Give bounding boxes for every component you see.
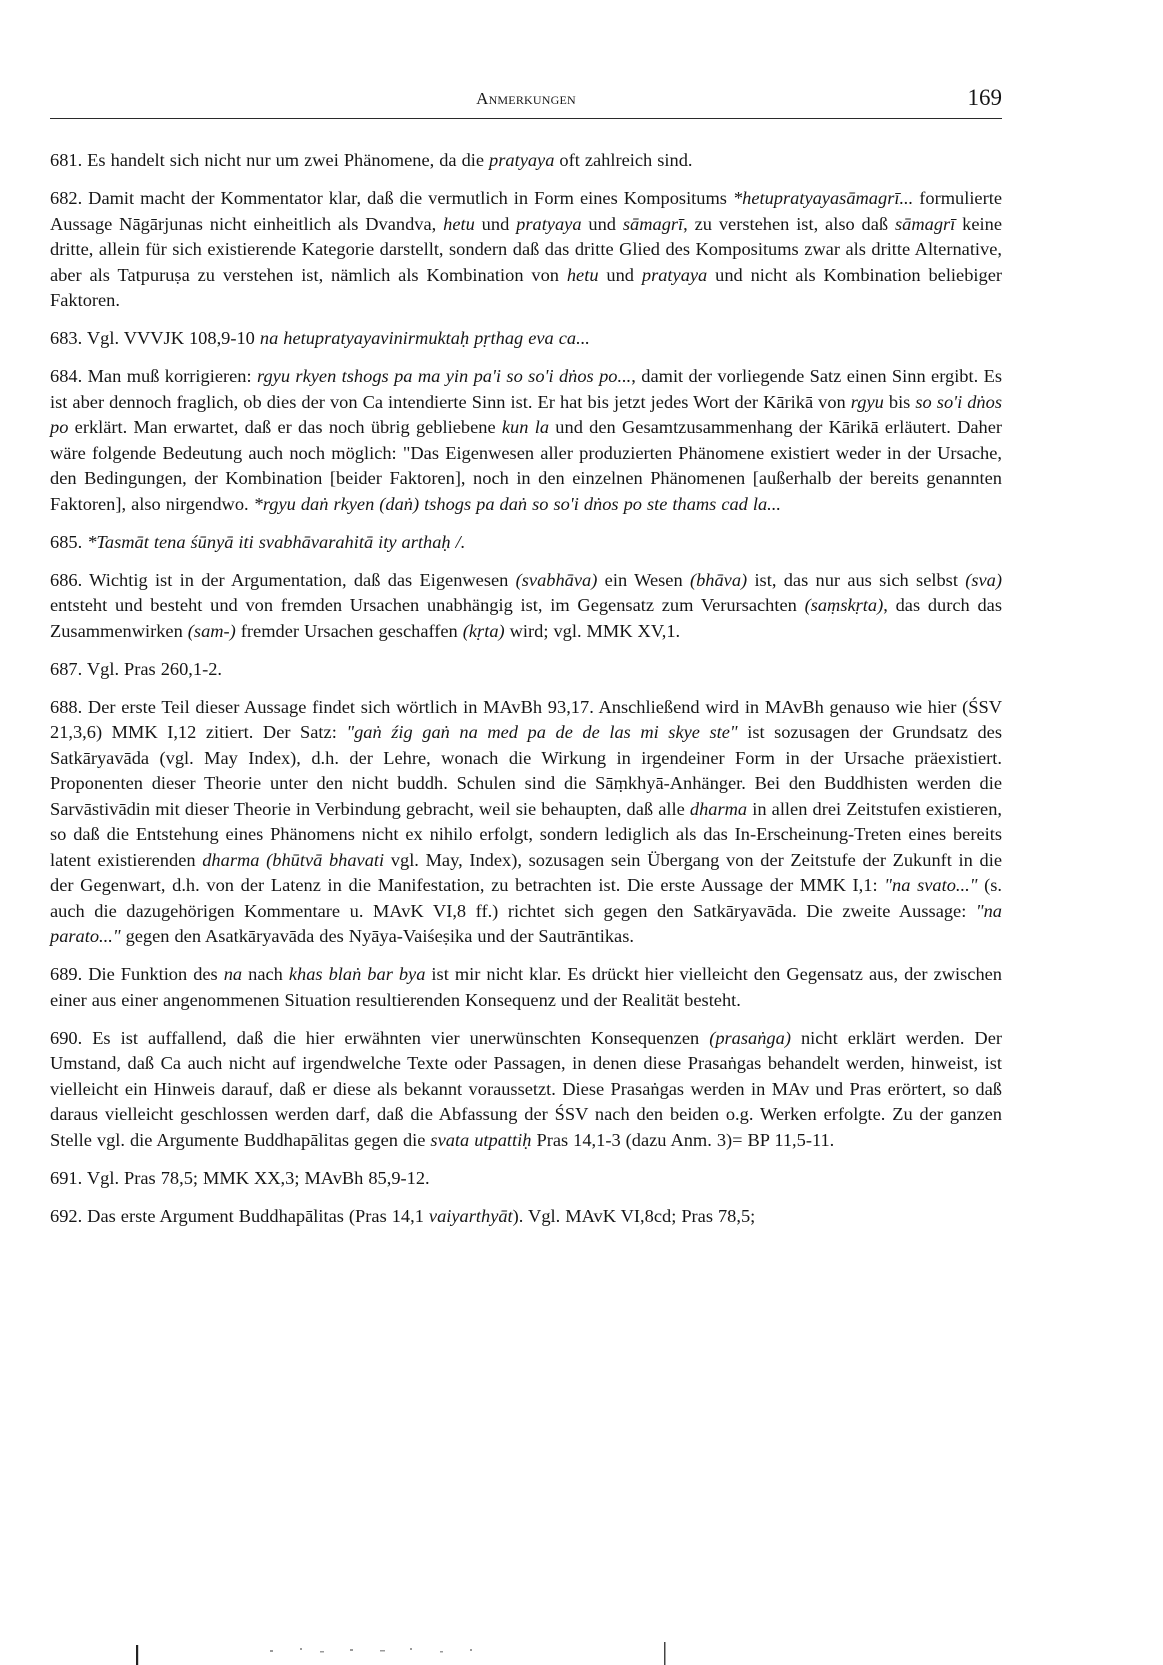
- endnote: [50, 1026, 1002, 1154]
- note-text: bis: [883, 391, 916, 412]
- note-text: wird; vgl. MMK XV,1.: [504, 620, 681, 641]
- italic-term: sāmagrī: [894, 213, 956, 234]
- note-text: (s. auch die dazugehörigen Kommentare u. MAvK VI,8 ff.) richtet sich gegen den Satkāryavāda. Die zweite Aussage:: [50, 875, 1002, 921]
- note-text: und: [474, 213, 517, 234]
- note-text: keine dritte, allein für sich existierende Kategorie darstellt, sondern daß das dritte Glied des Kompositums zwar als dritte Alternative, aber als Tatpuruṣa zu verstehen ist, nämlich als Kombination von: [50, 213, 1002, 285]
- note-text: Es ist auffallend, daß die hier erwähnten vier unerwünschten Konsequenzen: [82, 1027, 710, 1048]
- endnote-number: 686.: [50, 569, 83, 590]
- note-text: Vgl. VVVJK 108,9-10: [82, 328, 260, 348]
- note-text: ist, das nur aus sich selbst: [747, 569, 966, 590]
- note-text: entsteht und besteht und von fremden Ursachen unabhängig ist, im Gegensatz zum Verursachten: [50, 595, 805, 615]
- endnote-number: 690.: [50, 1027, 83, 1048]
- endnote: [50, 1166, 1002, 1192]
- italic-term: "na svato...": [884, 875, 978, 895]
- italic-term: (saṃskṛta): [804, 595, 884, 615]
- note-text: ). Vgl. MAvK VI,8cd; Pras 78,5;: [512, 1205, 756, 1226]
- italic-term: (prasaṅga): [709, 1027, 791, 1048]
- endnote-number: 684.: [50, 366, 83, 386]
- italic-term: *hetupratyayasāmagrī...: [732, 188, 914, 208]
- italic-term: pratyaya: [489, 150, 555, 170]
- note-text: erklärt. Man erwartet, daß er das noch übrig gebliebene: [68, 417, 502, 437]
- italic-term: hetu: [443, 213, 475, 234]
- endnote-number: 687.: [50, 658, 83, 679]
- endnote: [50, 530, 1002, 556]
- endnote: [50, 148, 1002, 174]
- italic-term: kun la: [501, 417, 550, 437]
- endnote-number: 692.: [50, 1205, 83, 1226]
- note-text: Das erste Argument Buddhapālitas (Pras 14,1: [82, 1205, 429, 1226]
- endnotes-list: [50, 148, 1002, 1242]
- endnote-number: 682.: [50, 188, 83, 208]
- endnote: [50, 962, 1002, 1013]
- endnote: [50, 695, 1002, 950]
- endnote: [50, 364, 1002, 517]
- note-text: gegen den Asatkāryavāda des Nyāya-Vaiśeṣika und der Sautrāntikas.: [120, 926, 634, 946]
- endnote-number: 683.: [50, 328, 83, 348]
- note-text: Man muß korrigieren:: [82, 366, 257, 386]
- italic-term: (sam-): [187, 620, 236, 641]
- endnote: [50, 1204, 1002, 1230]
- endnote-number: 689.: [50, 964, 83, 984]
- italic-term: dharma: [689, 798, 748, 819]
- note-text: ist mir nicht klar. Es drückt hier vielleicht den Gegensatz aus, der zwischen einer aus einer angenommenen Situation resultierenden Konsequenz und der Realität besteht.: [50, 964, 1002, 1010]
- note-text: , damit der vorliegende Satz einen Sinn ergibt. Es ist aber dennoch fraglich, ob dies der von Ca intendierte Sinn ist. Er hat bis jetzt jedes Wort der Kārikā von: [50, 366, 1002, 412]
- endnote-number: 685.: [50, 531, 83, 552]
- italic-term: (kṛta): [462, 620, 505, 641]
- endnote: [50, 186, 1002, 314]
- note-text: und nicht als Kombination beliebiger Faktoren.: [50, 264, 1002, 310]
- note-text: und: [598, 264, 642, 285]
- italic-term: sāmagrī: [622, 213, 684, 234]
- note-text: Vgl. Pras 260,1-2.: [82, 658, 222, 679]
- italic-term: so so'i dṅos po: [50, 391, 1002, 437]
- note-text: Vgl. Pras 78,5; MMK XX,3; MAvBh 85,9-12.: [82, 1167, 430, 1188]
- italic-term: pratyaya: [641, 264, 708, 285]
- note-text: formulierte Aussage Nāgārjunas nicht einheitlich als Dvandva,: [50, 188, 1002, 234]
- endnote: [50, 657, 1002, 683]
- note-text: Wichtig ist in der Argumentation, daß das Eigenwesen: [82, 569, 516, 590]
- endnote-number: 691.: [50, 1167, 83, 1188]
- note-text: nach: [242, 964, 289, 984]
- page-number: 169: [967, 85, 1002, 110]
- note-text: Damit macht der Kommentator klar, daß die vermutlich in Form eines Kompositums: [82, 188, 733, 208]
- italic-term: rgyu: [850, 391, 884, 412]
- page-header: [50, 84, 1002, 119]
- italic-term: hetu: [566, 264, 599, 285]
- note-text: Der erste Teil dieser Aussage findet sich wörtlich in MAvBh 93,17. Anschließend wird in MAvBh genauso wie hier (ŚSV 21,3,6) MMK I,12 zitiert. Der Satz:: [50, 696, 1002, 742]
- note-text: nicht erklärt werden. Der Umstand, daß Ca auch nicht auf irgendwelche Texte oder Passagen, in denen diese Prasaṅgas behandelt werden, hinweist, ist vielleicht ein Hinweis darauf, daß er diese als bekannt voraussetzt. Diese Prasaṅgas werden in MAv und Pras erörtert, so daß daraus vielleicht geschlossen werden darf, daß die Abfassung der ŚSV nach den beiden o.g. Werken erfolgte. Zu der ganzen Stelle vgl. die Argumente Buddhapālitas gegen die: [50, 1027, 1003, 1150]
- note-text: ein Wesen: [597, 569, 690, 590]
- italic-term: vaiyarthyāt: [428, 1205, 513, 1226]
- note-text: vgl. May, Index), sozusagen sein Übergang von der Zeitstufe der Zukunft in die der Gegenwart, d.h. von der Latenz in die Manifestation, zu betrachten ist. Die erste Aussage der MMK I,1:: [50, 849, 1002, 895]
- endnote-number: 688.: [50, 696, 83, 717]
- italic-term: na hetupratyayavinirmuktaḥ pṛthag eva ca...: [259, 328, 590, 348]
- note-text: , zu verstehen ist, also daß: [683, 213, 895, 234]
- note-text: und den Gesamtzusammenhang der Kārikā erläutert. Daher wäre folgende Bedeutung auch noch möglich: "Das Eigenwesen aller produzierten Phänomene existiert weder in der Ursache, den Bedingungen, der Kombination [beider Faktoren], noch in den einzelnen Phänomenen [außerhalb der bereits genannten Faktoren], also nirgendwo.: [50, 417, 1002, 514]
- scan-artifact-marks: [0, 1620, 1163, 1665]
- endnote-number: 681.: [50, 150, 83, 170]
- italic-term: "gaṅ źig gaṅ na med pa de de las mi skye ste": [346, 722, 738, 742]
- note-text: in allen drei Zeitstufen existieren, so daß die Entstehung eines Phänomens nicht ex nihilo erfolgt, sondern lediglich als das In-Erscheinung-Treten eines bereits latent existierenden: [50, 798, 1002, 870]
- note-text: fremder Ursachen geschaffen: [235, 620, 463, 641]
- italic-term: na: [223, 964, 243, 984]
- italic-term: pratyaya: [516, 213, 582, 234]
- note-text: Es handelt sich nicht nur um zwei Phänomene, da die: [82, 150, 490, 170]
- running-title: Anmerkungen: [476, 89, 576, 108]
- note-text: und: [581, 213, 623, 234]
- note-text: Die Funktion des: [82, 964, 224, 984]
- italic-term: svata utpattiḥ: [430, 1129, 532, 1150]
- note-text: oft zahlreich sind.: [554, 150, 693, 170]
- endnote: [50, 326, 1002, 352]
- italic-term: dharma (bhūtvā bhavati: [202, 849, 385, 870]
- italic-term: (sva): [965, 569, 1002, 590]
- italic-term: *Tasmāt tena śūnyā iti svabhāvarahitā ity arthaḥ /.: [87, 531, 466, 552]
- note-text: , das durch das Zusammenwirken: [50, 595, 1002, 641]
- italic-term: khas blaṅ bar bya: [288, 964, 426, 984]
- endnote: [50, 568, 1002, 645]
- note-text: Pras 14,1-3 (dazu Anm. 3)= BP 11,5-11.: [531, 1129, 835, 1150]
- italic-term: rgyu rkyen tshogs pa ma yin pa'i so so'i dṅos po...: [257, 366, 632, 386]
- italic-term: *rgyu daṅ rkyen (daṅ) tshogs pa daṅ so so'i dṅos po ste thams cad la...: [253, 493, 781, 514]
- italic-term: "na parato...": [50, 900, 1002, 946]
- note-text: ist sozusagen der Grundsatz des Satkāryavāda (vgl. May Index), d.h. der Lehre, wonach die Wirkung in irgendeiner Form in der Ursache präexistiert. Proponenten dieser Theorie unter den nicht buddh. Schulen sind die Sāṃkhyā-Anhänger. Bei den Buddhisten werden die Sarvāstivādin mit dieser Theorie in Verbindung gebracht, weil sie behaupten, daß alle: [50, 722, 1002, 819]
- italic-term: (bhāva): [689, 569, 748, 590]
- italic-term: (svabhāva): [515, 569, 598, 590]
